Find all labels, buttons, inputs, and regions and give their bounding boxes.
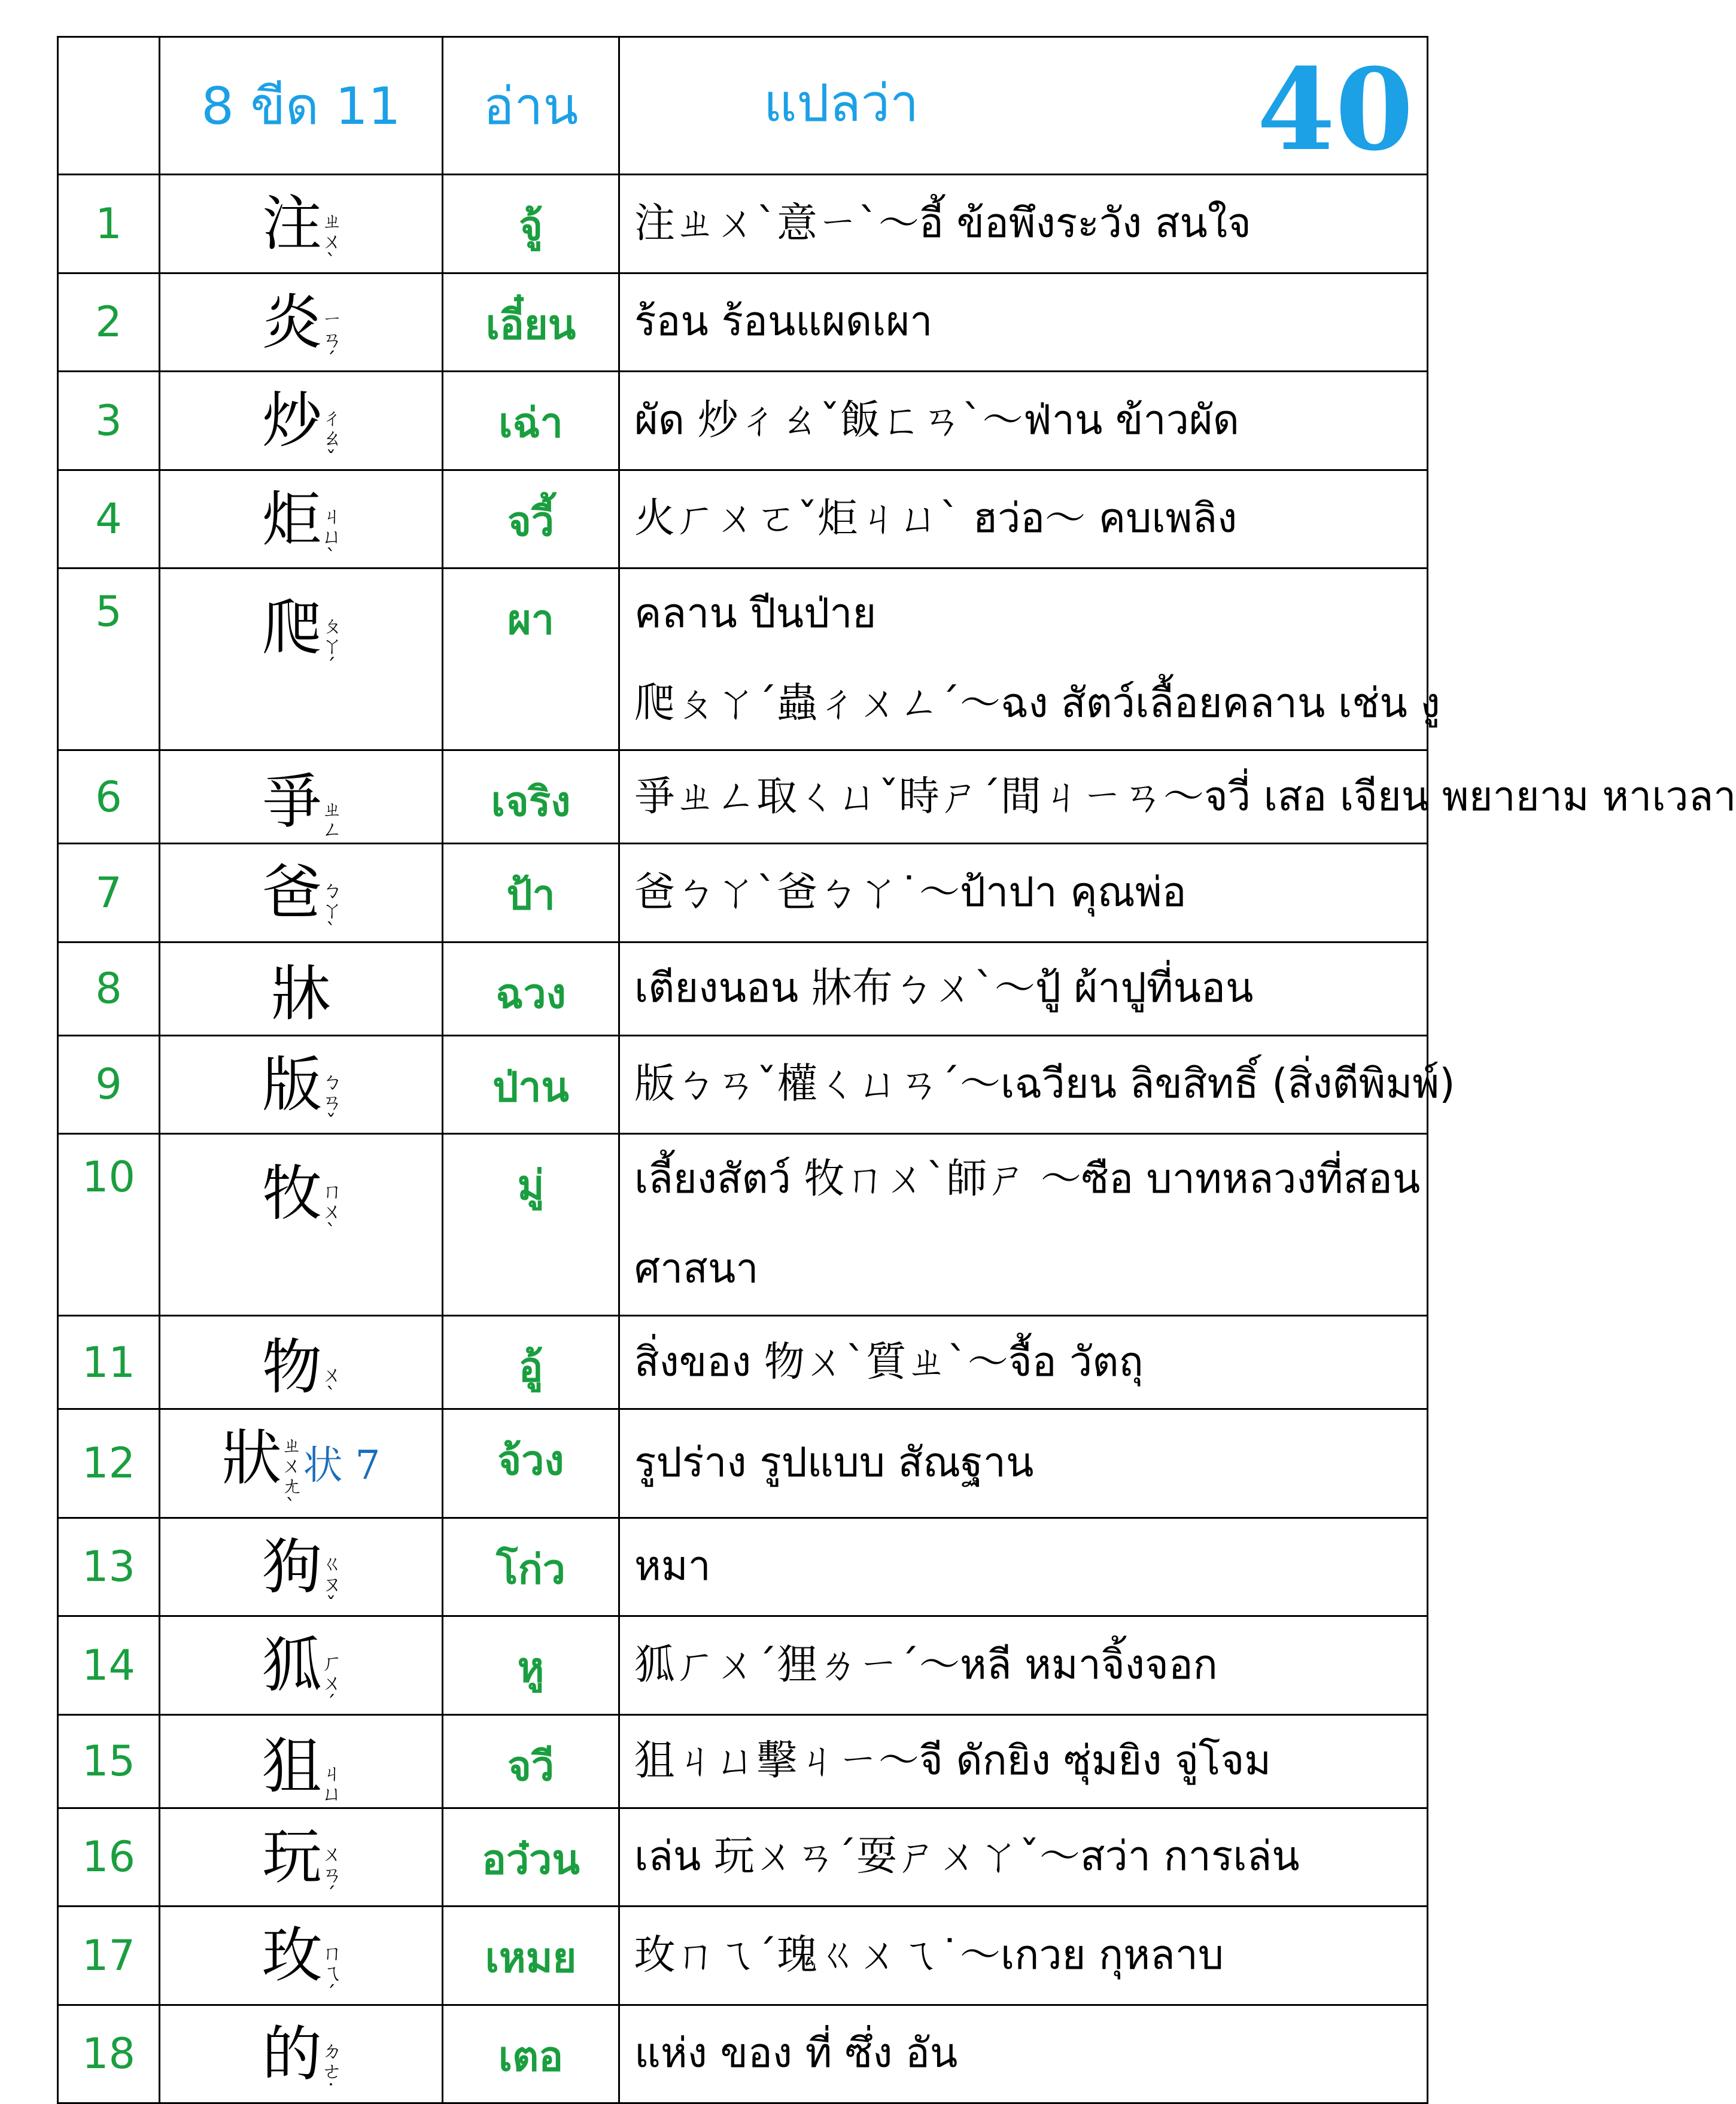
- translation-cell: [619, 1616, 1428, 1715]
- table-row: [58, 1035, 1428, 1134]
- reading-cell: [443, 1907, 619, 2005]
- translation-line: รูปร่าง รูปแบบ สัณฐาน: [634, 1439, 1034, 1487]
- thai-reading: เจริง: [491, 779, 571, 826]
- reading-cell: [443, 2005, 619, 2103]
- table-row: [58, 175, 1428, 273]
- thai-reading: ป่าน: [492, 1063, 569, 1111]
- bopomofo-annotation: ㄏㄨˊ: [322, 1650, 342, 1716]
- header-reading: อ่าน: [443, 37, 619, 175]
- translation-cell: [619, 1714, 1428, 1808]
- hanzi-character: 物: [262, 1332, 322, 1403]
- vocabulary-table: [57, 36, 1736, 2104]
- character-cell: [160, 175, 443, 273]
- row-number: [58, 1316, 160, 1409]
- bopomofo-annotation: ㄐㄩˋ: [322, 504, 342, 569]
- character-cell: [160, 750, 443, 844]
- table-row: [58, 1808, 1428, 1907]
- header-row: [58, 37, 1428, 175]
- thai-reading: เหมย: [485, 1935, 577, 1982]
- row-number: [58, 273, 160, 372]
- character-cell: [160, 1316, 443, 1409]
- bopomofo-annotation: ㄍㄡˇ: [322, 1552, 342, 1617]
- thai-reading: เอี๋ยน: [485, 301, 576, 349]
- table-row: [58, 1134, 1428, 1316]
- reading-cell: [443, 1616, 619, 1715]
- table-row: [58, 750, 1428, 844]
- row-number: [58, 942, 160, 1035]
- thai-reading: ผา: [507, 597, 555, 644]
- row-number-text: 15: [81, 1737, 136, 1786]
- thai-reading: เตอ: [498, 2033, 564, 2081]
- bopomofo-annotation: ㄇㄟˊ: [322, 1941, 342, 2006]
- row-number: [58, 372, 160, 470]
- hanzi-character: 注: [262, 188, 322, 259]
- translation-cell: [619, 844, 1428, 942]
- hanzi-character: 狗: [262, 1531, 322, 1602]
- header-strokes: 8 ขีด 11: [160, 37, 443, 175]
- translation-line: 玫ㄇㄟˊ瑰ㄍㄨㄟ˙～เกวย กุหลาบ: [634, 1931, 1224, 1979]
- character-cell: [160, 372, 443, 470]
- translation-cell: [619, 273, 1428, 372]
- translation-cell: [619, 470, 1428, 568]
- thai-reading: อู้: [518, 1344, 543, 1391]
- thai-reading: หู: [517, 1644, 545, 1692]
- reading-cell: [443, 1714, 619, 1808]
- translation-cell: [619, 1808, 1428, 1907]
- translation-line: ร้อน ร้อนแผดเผา: [634, 298, 933, 346]
- row-number-text: 11: [81, 1337, 136, 1387]
- bopomofo-annotation: ㄓㄨˋ: [322, 209, 342, 274]
- translation-line: 爬ㄆㄚˊ蟲ㄔㄨㄥˊ～ฉง สัตว์เลื้อยคลาน เช่น งู: [634, 680, 1440, 727]
- translation-cell: [619, 1035, 1455, 1134]
- row-number-text: 14: [81, 1640, 136, 1690]
- hanzi-character: 爬: [262, 593, 322, 663]
- hanzi-character: 狙: [262, 1731, 322, 1801]
- hanzi-character: 牧: [262, 1159, 322, 1229]
- thai-reading: จวี้: [507, 498, 555, 546]
- translation-line: เล่น 玩ㄨㄢˊ耍ㄕㄨㄚˇ～สว่า การเล่น: [634, 1833, 1300, 1881]
- hanzi-character: 狀: [221, 1423, 282, 1493]
- reading-cell: [443, 372, 619, 470]
- row-number-text: 9: [95, 1060, 122, 1109]
- table-row: [58, 844, 1428, 942]
- row-number-text: 10: [81, 1153, 136, 1202]
- bopomofo-annotation: ㄅㄢˇ: [322, 1070, 342, 1135]
- bopomofo-annotation: ㄓㄨㄤˋ: [281, 1433, 302, 1519]
- translation-cell: [619, 750, 1736, 844]
- translation-cell: [619, 372, 1428, 470]
- translation-line: สิ่งของ 物ㄨˋ質ㄓˋ～จื้อ วัตถุ: [634, 1338, 1144, 1386]
- bopomofo-annotation: ㄐㄩ: [322, 1762, 342, 1807]
- reading-cell: [443, 844, 619, 942]
- header-translation: แปลว่า: [764, 74, 919, 133]
- reading-cell: [443, 1316, 619, 1409]
- hanzi-character: 爭: [262, 767, 322, 837]
- hanzi-character: 版: [262, 1049, 322, 1120]
- translation-line: 火ㄏㄨㄛˇ炬ㄐㄩˋ ฮว่อ～ คบเพลิง: [634, 495, 1238, 543]
- row-number: [58, 1134, 160, 1316]
- table-row: [58, 1907, 1428, 2005]
- character-cell: [160, 1808, 443, 1907]
- page-number: 40: [1257, 44, 1413, 176]
- bopomofo-annotation: ㄨㄢˊ: [322, 1842, 342, 1907]
- reading-cell: [443, 1134, 619, 1316]
- table-row: [58, 568, 1428, 750]
- table-row: [58, 1518, 1428, 1616]
- thai-reading: เฉ่า: [498, 400, 563, 447]
- hanzi-character: 牀: [271, 959, 331, 1029]
- bopomofo-annotation: ㄔㄠˇ: [322, 406, 342, 471]
- reading-cell: [443, 1409, 619, 1518]
- header-blank-cell: [58, 37, 160, 175]
- hanzi-character: 炎: [262, 287, 322, 357]
- translation-line: 爭ㄓㄥ取ㄑㄩˇ時ㄕˊ間ㄐㄧㄢ～จวี่ เสอ เจียน พยายาม หาเวลา: [634, 773, 1736, 820]
- row-number-text: 6: [95, 772, 122, 822]
- reading-cell: [443, 1035, 619, 1134]
- thai-reading: มู่: [517, 1162, 545, 1209]
- row-number-text: 17: [81, 1930, 136, 1980]
- simplified-variant: 状 7: [303, 1442, 381, 1488]
- row-number-text: 4: [95, 494, 122, 544]
- translation-cell: [619, 1134, 1428, 1316]
- row-number: [58, 1518, 160, 1616]
- translation-line: ศาสนา: [634, 1245, 759, 1293]
- translation-line: เลี้ยงสัตว์ 牧ㄇㄨˋ師ㄕ ～ซือ บาทหลวงที่สอน: [634, 1156, 1421, 1203]
- character-cell: [160, 844, 443, 942]
- row-number-text: 7: [95, 868, 122, 917]
- translation-line: คลาน ปีนป่าย: [634, 590, 877, 637]
- reading-cell: [443, 942, 619, 1035]
- character-cell: [160, 2005, 443, 2103]
- translation-line: 版ㄅㄢˇ權ㄑㄩㄢˊ～เฉวียน ลิขสิทธิ์ (สิ่งตีพิมพ์): [634, 1060, 1455, 1108]
- reading-cell: [443, 750, 619, 844]
- row-number-text: 1: [95, 199, 122, 248]
- character-cell: [160, 568, 443, 750]
- row-number: [58, 1035, 160, 1134]
- translation-line: 狐ㄏㄨˊ狸ㄌㄧˊ～หลี หมาจิ้งจอก: [634, 1641, 1218, 1689]
- row-number: [58, 2005, 160, 2103]
- bopomofo-annotation: ㄓㄥ: [322, 797, 342, 842]
- table-row: [58, 1616, 1428, 1715]
- table-row: [58, 273, 1428, 372]
- hanzi-character: 炬: [262, 484, 322, 554]
- thai-reading: ฉวง: [495, 970, 566, 1018]
- row-number: [58, 844, 160, 942]
- translation-line: หมา: [634, 1543, 711, 1591]
- row-number-text: 13: [81, 1542, 136, 1592]
- reading-cell: [443, 568, 619, 750]
- row-number: [58, 1409, 160, 1518]
- bopomofo-annotation: ㄆㄚˊ: [322, 613, 342, 679]
- row-number: [58, 1714, 160, 1808]
- row-number: [58, 750, 160, 844]
- hanzi-character: 玩: [262, 1822, 322, 1892]
- reading-cell: [443, 175, 619, 273]
- character-cell: [160, 1134, 443, 1316]
- thai-reading: โก่ว: [496, 1546, 566, 1594]
- row-number-text: 2: [95, 297, 122, 347]
- translation-line: แห่ง ของ ที่ ซึ่ง อัน: [634, 2030, 958, 2078]
- table-row: [58, 1409, 1428, 1518]
- character-cell: [160, 1518, 443, 1616]
- row-number-text: 12: [81, 1439, 136, 1488]
- row-number-text: 5: [95, 587, 122, 636]
- translation-line: 狙ㄐㄩ擊ㄐㄧ～จี ดักยิง ซุ่มยิง จู่โจม: [634, 1737, 1272, 1784]
- translation-line: ผัด 炒ㄔㄠˇ飯ㄈㄢˋ～ฟ่าน ข้าวผัด: [634, 396, 1239, 444]
- row-number: [58, 1907, 160, 2005]
- translation-cell: [619, 1907, 1428, 2005]
- translation-cell: [619, 1518, 1428, 1616]
- hanzi-character: 玫: [262, 1920, 322, 1990]
- reading-cell: [443, 1518, 619, 1616]
- character-cell: [160, 1616, 443, 1715]
- hanzi-character: 的: [262, 2018, 322, 2089]
- character-cell: [160, 470, 443, 568]
- bopomofo-annotation: ㄧㄢˊ: [322, 308, 342, 372]
- row-number-text: 16: [81, 1832, 136, 1882]
- table-row: [58, 372, 1428, 470]
- character-cell: [160, 1409, 443, 1518]
- bopomofo-annotation: ㄅㄚˋ: [322, 878, 342, 943]
- character-cell: [160, 942, 443, 1035]
- translation-cell: [619, 568, 1440, 750]
- bopomofo-annotation: ㄉㄜ˙: [322, 2039, 342, 2104]
- table-row: [58, 2005, 1428, 2103]
- character-cell: [160, 1714, 443, 1808]
- thai-reading: จวี: [507, 1743, 555, 1790]
- translation-line: 爸ㄅㄚˋ爸ㄅㄚ˙～ป้าปา คุณพ่อ: [634, 868, 1187, 916]
- reading-cell: [443, 470, 619, 568]
- hanzi-character: 爸: [262, 858, 322, 928]
- table-row: [58, 1714, 1428, 1808]
- translation-cell: [619, 1409, 1428, 1518]
- row-number-text: 18: [81, 2029, 136, 2079]
- translation-line: เตียงนอน 牀布ㄅㄨˋ～ปู้ ผ้าปูที่นอน: [634, 965, 1254, 1012]
- table-row: [58, 1316, 1428, 1409]
- translation-cell: [619, 2005, 1428, 2103]
- header-translation-cell: [619, 37, 1428, 175]
- row-number: [58, 470, 160, 568]
- row-number: [58, 568, 160, 750]
- row-number-text: 8: [95, 964, 122, 1013]
- character-cell: [160, 1907, 443, 2005]
- thai-reading: จ้วง: [497, 1437, 564, 1485]
- translation-cell: [619, 942, 1428, 1035]
- table-row: [58, 470, 1428, 568]
- thai-reading: ป้า: [506, 872, 555, 919]
- reading-cell: [443, 1808, 619, 1907]
- table-row: [58, 942, 1428, 1035]
- translation-line: 注ㄓㄨˋ意ㄧˋ～อี้ ข้อพึงระวัง สนใจ: [634, 199, 1251, 247]
- character-cell: [160, 273, 443, 372]
- reading-cell: [443, 273, 619, 372]
- translation-cell: [619, 175, 1428, 273]
- row-number: [58, 175, 160, 273]
- hanzi-character: 狐: [262, 1630, 322, 1700]
- character-cell: [160, 1035, 443, 1134]
- row-number-text: 3: [95, 396, 122, 445]
- bopomofo-annotation: ㄨˋ: [322, 1363, 342, 1407]
- thai-reading: อว๋วน: [482, 1836, 580, 1884]
- table-body: [58, 175, 1736, 2104]
- row-number: [58, 1808, 160, 1907]
- translation-cell: [619, 1316, 1428, 1409]
- row-number: [58, 1616, 160, 1715]
- bopomofo-annotation: ㄇㄨˋ: [322, 1179, 342, 1244]
- hanzi-character: 炒: [262, 385, 322, 455]
- thai-reading: จู้: [519, 203, 543, 250]
